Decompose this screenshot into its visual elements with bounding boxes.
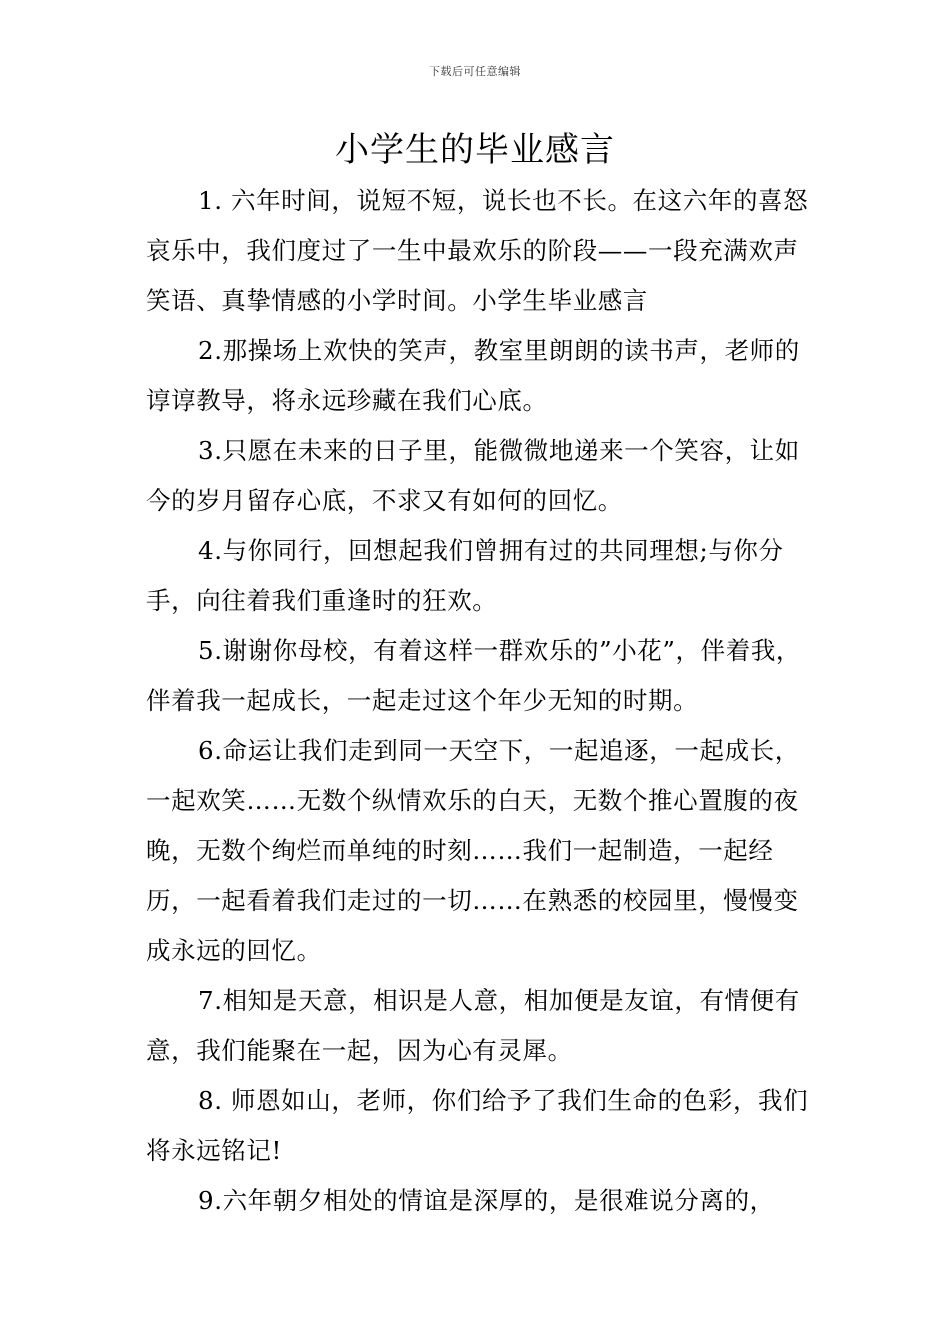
paragraph-3: 3.只愿在未来的日子里，能微微地递来一个笑容，让如今的岁月留存心底，不求又有如何的回忆。 [146,436,800,515]
paragraph-8: 8. 师恩如山，老师，你们给予了我们生命的色彩，我们将永远铭记! [146,1086,809,1165]
document-body [146,176,818,1226]
document-title: 小学生的毕业感言 [335,130,615,170]
paragraph-1: 1. 六年时间，说短不短，说长也不长。在这六年的喜怒哀乐中，我们度过了一生中最欢乐的阶段——一段充满欢声笑语、真挚情感的小学时间。小学生毕业感言 [146,186,809,315]
paragraph-4: 4.与你同行，回想起我们曾拥有过的共同理想;与你分手，向往着我们重逢时的狂欢。 [146,536,784,615]
header-note: 下载后可任意编辑 [429,65,521,78]
paragraph-5: 5.谢谢你母校，有着这样一群欢乐的”小花”，伴着我，伴着我一起成长，一起走过这个年少无知的时期。 [146,636,802,715]
paragraph-6: 6.命运让我们走到同一天空下，一起追逐，一起成长，一起欢笑……无数个纵情欢乐的白天，无数个推心置腹的夜晚，无数个绚烂而单纯的时刻……我们一起制造，一起经历，一起看着我们走过的一切……在熟悉的校园里，慢慢变成永远的回忆。 [146,736,800,965]
paragraph-2: 2.那操场上欢快的笑声，教室里朗朗的读书声，老师的谆谆教导，将永远珍藏在我们心底。 [146,336,800,415]
paragraph-7: 7.相知是天意，相识是人意，相加便是友谊，有情便有意，我们能聚在一起，因为心有灵犀。 [146,986,800,1065]
paragraph-9: 9.六年朝夕相处的情谊是深厚的，是很难说分离的， [198,1186,775,1215]
